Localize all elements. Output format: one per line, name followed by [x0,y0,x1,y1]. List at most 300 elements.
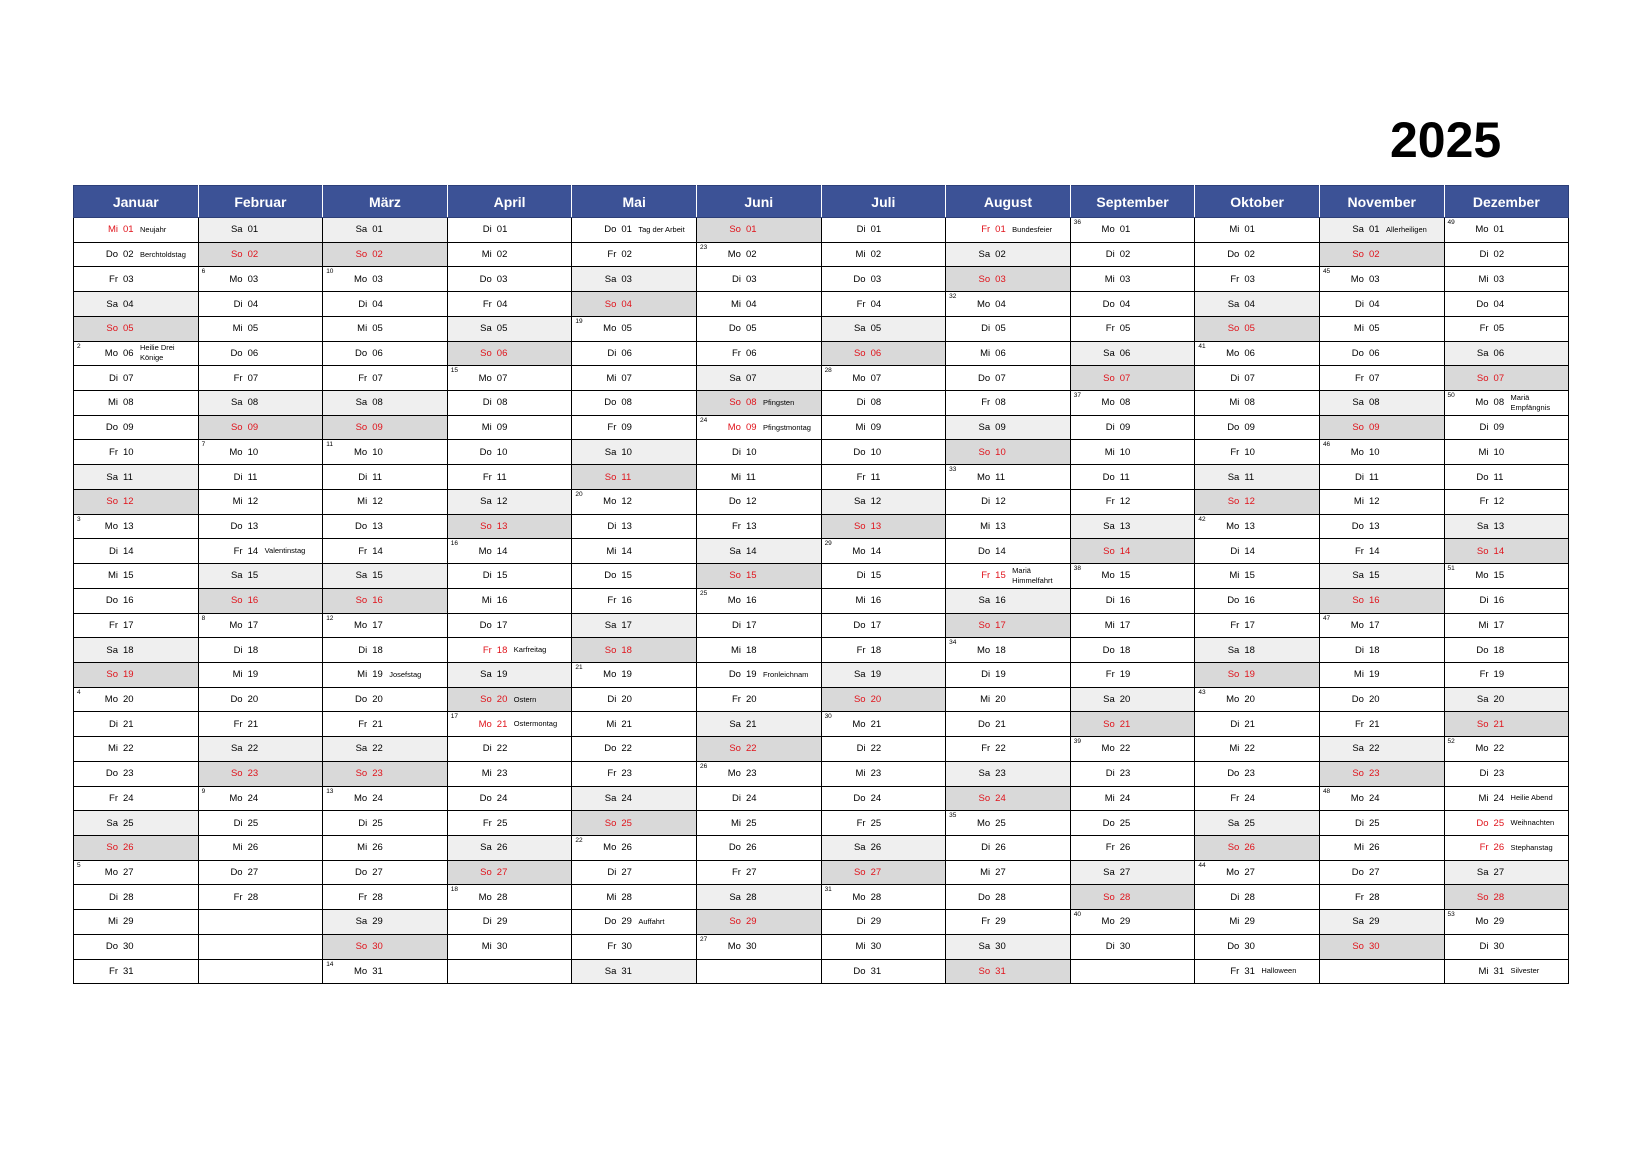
day-cell [1444,737,1569,762]
day-number: 29 [1244,916,1255,928]
day-cell [74,613,199,638]
day-cell [74,242,199,267]
holiday-label: Silvester [1510,966,1540,976]
weekday-label: Di [358,644,368,656]
weekday-label: Fr [233,372,243,384]
weekday-label: Mo [852,718,866,730]
weekday-label: Di [358,471,368,483]
day-number: 24 [372,792,383,804]
day-number: 23 [1244,768,1255,780]
day-number: 29 [995,916,1006,928]
empty-cell [696,959,821,984]
day-cell [1444,934,1569,959]
day-number: 17 [870,619,882,631]
day-number: 03 [1119,273,1131,285]
weekday-label: Di [233,644,243,656]
day-number: 06 [870,347,882,359]
day-number: 06 [995,347,1006,359]
weekday-label: Mi [357,323,368,335]
holiday-label: Weihnachten [1510,818,1555,828]
day-cell [323,910,448,935]
week-number: 2 [77,342,81,350]
day-cell [946,910,1071,935]
day-cell [1444,564,1569,589]
holiday-label: Neujahr [140,224,167,234]
day-cell [821,860,946,885]
day-cell [946,218,1071,243]
table-row [74,267,1569,292]
day-number: 22 [870,743,882,755]
weekday-label: Mi [980,694,991,706]
weekday-label: Fr [109,273,118,285]
weekday-label: Fr [1479,669,1489,681]
day-number: 12 [995,496,1006,508]
weekday-label: Do [1227,422,1240,434]
month-header: Dezember [1444,186,1569,218]
weekday-label: Sa [1103,520,1115,532]
day-number: 09 [621,422,632,434]
table-row [74,391,1569,416]
weekday-label: Sa [729,718,741,730]
weekday-label: Do [1476,644,1489,656]
day-number: 27 [1119,867,1131,879]
day-cell [447,687,572,712]
table-row [74,885,1569,910]
day-cell [572,366,697,391]
day-cell [323,811,448,836]
weekday-label: Mo [727,249,741,261]
day-number: 09 [247,422,259,434]
week-number: 10 [326,268,334,276]
day-cell [323,835,448,860]
day-cell [198,811,323,836]
weekday-label: So [1352,422,1364,434]
week-number: 22 [575,836,583,844]
day-cell [696,514,821,539]
day-number: 03 [745,273,757,285]
weekday-label: Mi [1478,792,1489,804]
weekday-label: Do [1102,644,1115,656]
day-cell [1319,638,1444,663]
day-number: 27 [1244,867,1255,879]
weekday-label: Fr [607,422,617,434]
table-row [74,934,1569,959]
weekday-label: Mi [357,669,368,681]
day-cell [1319,588,1444,613]
weekday-label: Fr [981,743,991,755]
day-number: 29 [1368,916,1380,928]
weekday-label: Mi [357,842,368,854]
weekday-label: Mi [1229,397,1240,409]
day-number: 03 [123,273,134,285]
weekday-label: Di [981,496,991,508]
day-cell [1444,910,1569,935]
day-cell [1070,588,1195,613]
day-number: 25 [1368,817,1380,829]
week-number: 8 [201,614,206,622]
day-number: 12 [1493,496,1505,508]
day-cell [1319,811,1444,836]
weekday-label: Do [853,273,866,285]
day-cell [1195,638,1320,663]
day-cell [323,588,448,613]
day-number: 13 [1119,520,1131,532]
day-number: 08 [1368,397,1380,409]
weekday-label: So [1352,595,1364,607]
month-header: August [946,186,1071,218]
day-cell [696,662,821,687]
day-cell [1070,885,1195,910]
day-number: 31 [621,965,632,977]
weekday-label: Sa [729,891,741,903]
weekday-label: Di [1354,644,1364,656]
day-number: 02 [1493,249,1505,261]
day-cell [447,564,572,589]
day-number: 26 [745,842,757,854]
day-number: 14 [1119,545,1131,557]
weekday-label: Do [479,273,492,285]
day-cell [1195,218,1320,243]
day-number: 21 [1368,718,1380,730]
day-number: 03 [372,273,383,285]
day-number: 13 [870,520,882,532]
day-number: 31 [995,965,1006,977]
day-cell [946,316,1071,341]
weekday-label: Do [479,792,492,804]
weekday-label: Sa [355,224,368,236]
day-cell [198,341,323,366]
day-cell [946,712,1071,737]
day-cell [821,662,946,687]
day-cell [447,514,572,539]
day-number: 21 [995,718,1006,730]
weekday-label: Di [607,694,617,706]
holiday-label: Karfreitag [513,645,547,655]
day-number: 23 [123,768,134,780]
day-cell [821,440,946,465]
day-number: 11 [1493,471,1504,483]
day-cell [1195,662,1320,687]
day-cell [1195,366,1320,391]
day-number: 02 [247,249,259,261]
day-cell [323,712,448,737]
day-number: 22 [745,743,757,755]
day-cell [1195,440,1320,465]
weekday-label: Mi [107,224,118,236]
holiday-label: Mariä Empfängnis [1510,392,1551,412]
day-number: 20 [621,694,632,706]
day-number: 29 [1493,916,1505,928]
weekday-label: Fr [981,916,991,928]
weekday-label: Mi [481,941,492,953]
week-number: 44 [1198,861,1206,869]
day-number: 18 [1368,644,1380,656]
weekday-label: Fr [981,570,991,582]
weekday-label: Fr [482,298,492,310]
day-number: 15 [1368,570,1380,582]
day-cell [323,292,448,317]
weekday-label: Do [978,372,991,384]
day-cell [821,835,946,860]
day-number: 07 [1119,372,1131,384]
weekday-label: So [230,422,243,434]
day-cell [696,489,821,514]
day-cell [323,786,448,811]
empty-cell [198,959,323,984]
day-cell [198,218,323,243]
day-number: 28 [1119,891,1131,903]
day-cell [198,316,323,341]
day-number: 08 [123,397,134,409]
day-cell [821,588,946,613]
weekday-label: Sa [1352,916,1364,928]
weekday-label: Di [1230,545,1240,557]
day-number: 15 [995,570,1006,582]
day-cell [1319,218,1444,243]
weekday-label: Fr [233,891,243,903]
day-cell [821,761,946,786]
weekday-label: Do [728,842,741,854]
day-cell [1070,811,1195,836]
weekday-label: Fr [109,792,118,804]
weekday-label: Di [1354,817,1364,829]
week-number: 25 [699,589,708,597]
day-cell [323,860,448,885]
day-number: 13 [123,520,134,532]
day-number: 04 [1119,298,1131,310]
weekday-label: Do [1102,817,1115,829]
day-cell [572,885,697,910]
day-cell [696,341,821,366]
day-number: 30 [1119,941,1131,953]
day-number: 25 [247,817,259,829]
day-number: 12 [247,496,259,508]
weekday-label: Mi [855,941,866,953]
day-number: 16 [745,595,757,607]
day-cell [572,761,697,786]
day-number: 23 [621,768,632,780]
day-cell [1195,934,1320,959]
weekday-label: Mo [1226,347,1240,359]
day-number: 11 [1119,471,1130,483]
day-number: 21 [1244,718,1255,730]
weekday-label: Di [856,916,866,928]
weekday-label: Mi [1353,496,1364,508]
week-number: 50 [1447,392,1455,400]
day-number: 09 [1493,422,1505,434]
weekday-label: So [480,867,492,879]
day-number: 29 [1119,916,1131,928]
weekday-label: So [1103,545,1115,557]
week-number: 19 [575,317,583,325]
day-cell [1070,835,1195,860]
day-number: 20 [870,694,882,706]
day-number: 22 [995,743,1006,755]
week-number: 17 [450,713,459,721]
day-cell [74,415,199,440]
day-cell [198,761,323,786]
day-number: 18 [123,644,134,656]
weekday-label: Mo [727,768,741,780]
day-number: 20 [1244,694,1255,706]
day-cell [1444,267,1569,292]
week-number: 7 [201,441,206,449]
day-number: 14 [247,545,259,557]
day-number: 15 [496,570,508,582]
day-cell [572,959,697,984]
day-cell [821,242,946,267]
day-number: 05 [1368,323,1380,335]
weekday-label: Di [731,792,741,804]
day-cell [1444,712,1569,737]
weekday-label: Mi [1104,273,1115,285]
day-cell [198,564,323,589]
day-number: 10 [372,446,383,458]
weekday-label: Do [230,347,243,359]
weekday-label: Di [1479,595,1489,607]
day-number: 29 [123,916,134,928]
day-number: 12 [870,496,882,508]
day-cell [447,440,572,465]
day-number: 23 [496,768,508,780]
weekday-label: Di [981,842,991,854]
weekday-label: Mo [603,669,617,681]
day-cell [1444,811,1569,836]
day-number: 28 [995,891,1006,903]
weekday-label: Sa [106,644,118,656]
day-cell [447,934,572,959]
weekday-label: Fr [482,471,492,483]
weekday-label: Do [728,496,741,508]
weekday-label: Sa [1352,397,1364,409]
day-number: 19 [1244,669,1255,681]
day-number: 09 [995,422,1006,434]
day-number: 19 [372,669,383,681]
day-number: 02 [1244,249,1255,261]
day-number: 21 [247,718,259,730]
day-number: 30 [995,941,1006,953]
day-cell [946,613,1071,638]
day-cell [696,465,821,490]
week-number: 51 [1447,565,1455,573]
day-cell [1070,662,1195,687]
weekday-label: Fr [358,545,368,557]
weekday-label: Mo [976,817,991,829]
day-cell [198,638,323,663]
weekday-label: Sa [355,743,368,755]
weekday-label: Sa [106,298,118,310]
day-number: 06 [1244,347,1255,359]
day-number: 18 [1244,644,1255,656]
weekday-label: Di [109,718,118,730]
day-cell [1070,242,1195,267]
week-number: 6 [201,268,206,276]
day-cell [1319,366,1444,391]
day-cell [447,489,572,514]
weekday-label: Mo [727,595,741,607]
day-number: 03 [621,273,632,285]
weekday-label: Mo [1350,446,1364,458]
holiday-label: Fronleichnam [762,669,809,679]
weekday-label: So [729,916,741,928]
day-number: 09 [1119,422,1131,434]
weekday-label: Mo [353,446,368,458]
day-cell [74,539,199,564]
day-cell [1070,292,1195,317]
day-number: 14 [745,545,757,557]
day-cell [696,539,821,564]
day-cell [198,712,323,737]
weekday-label: Mo [727,941,741,953]
day-number: 04 [123,298,134,310]
day-cell [946,465,1071,490]
day-cell [821,564,946,589]
table-row [74,564,1569,589]
day-cell [572,835,697,860]
day-number: 27 [496,867,508,879]
day-cell [821,316,946,341]
weekday-label: Do [1476,817,1489,829]
day-number: 04 [496,298,508,310]
day-number: 25 [496,817,508,829]
weekday-label: So [604,471,617,483]
day-cell [1195,242,1320,267]
day-number: 28 [1244,891,1255,903]
day-cell [1444,860,1569,885]
day-cell [572,860,697,885]
day-number: 27 [247,867,259,879]
weekday-label: Do [853,965,866,977]
day-number: 27 [621,867,632,879]
day-number: 30 [1244,941,1255,953]
day-cell [74,662,199,687]
day-number: 23 [870,768,882,780]
day-cell [572,662,697,687]
month-header: März [323,186,448,218]
day-number: 26 [1119,842,1131,854]
weekday-label: Mi [855,768,866,780]
day-number: 21 [870,718,882,730]
day-cell [198,860,323,885]
day-number: 08 [1493,397,1505,409]
day-cell [1195,885,1320,910]
weekday-label: Di [1105,941,1115,953]
day-cell [1195,267,1320,292]
weekday-label: Sa [1476,867,1489,879]
day-number: 11 [995,471,1006,483]
weekday-label: Sa [604,619,617,631]
holiday-label: Bundesfeier [1012,224,1053,234]
weekday-label: Mo [1475,916,1489,928]
day-number: 02 [372,249,383,261]
weekday-label: Mi [232,496,243,508]
weekday-label: Do [355,694,368,706]
weekday-label: Mo [229,792,243,804]
day-cell [572,316,697,341]
weekday-label: So [978,619,991,631]
day-number: 16 [1493,595,1505,607]
day-cell [74,835,199,860]
day-cell [696,588,821,613]
day-cell [572,267,697,292]
day-number: 10 [1244,446,1255,458]
day-cell [1319,662,1444,687]
day-cell [323,761,448,786]
day-cell [447,588,572,613]
weekday-label: Mi [730,471,741,483]
day-number: 19 [1119,669,1131,681]
table-row [74,489,1569,514]
